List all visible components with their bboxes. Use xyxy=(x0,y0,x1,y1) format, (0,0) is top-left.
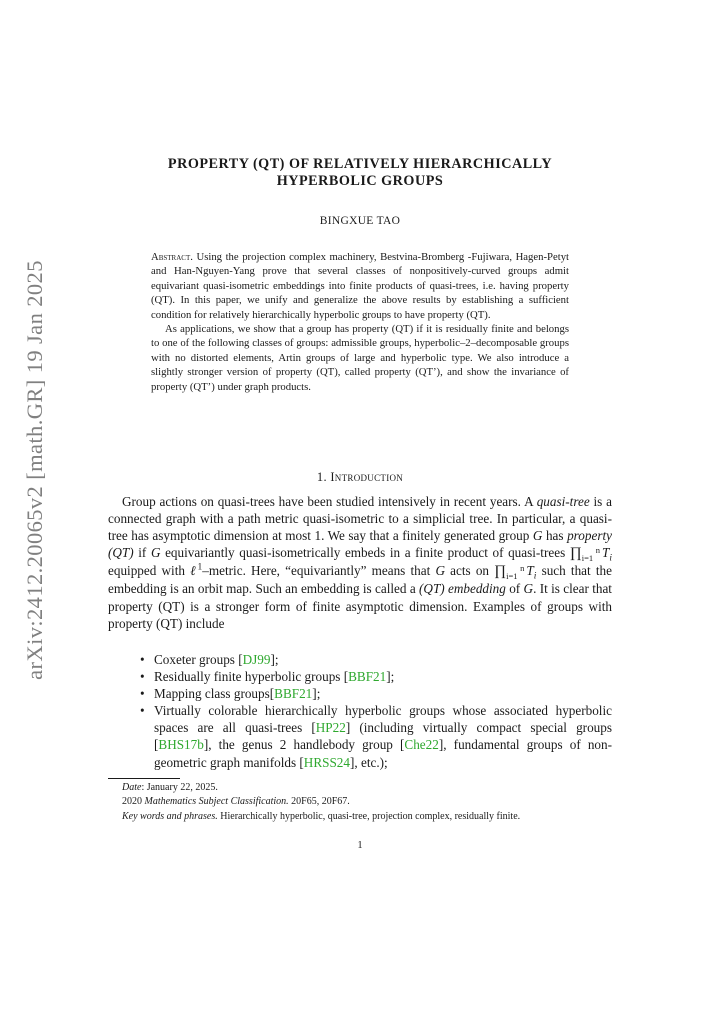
intro-text: . It is clear that property (QT) is a stronger form of finite asymptotic dimension. Examples of groups with property (QT) include xyxy=(108,581,612,631)
list-item-text: (including virtually compact special groups xyxy=(350,720,612,736)
paper-title xyxy=(110,156,610,190)
list-item: • Mapping class groups[BBF21]; xyxy=(140,685,612,702)
list-item-text: Mapping class groups xyxy=(154,686,270,702)
product-lower-limit: i=1 xyxy=(506,571,518,582)
citation-link[interactable]: Che22 xyxy=(404,737,439,753)
list-item-text: Residually finite hyperbolic groups xyxy=(154,669,344,685)
intro-text: if xyxy=(133,545,151,561)
term-quasi-tree: quasi-tree xyxy=(536,494,590,509)
footnote-label: Key words and phrases. xyxy=(122,810,218,822)
abstract-paragraph-1 xyxy=(151,250,569,322)
abstract xyxy=(151,250,569,394)
abstract-label: Abstract. xyxy=(151,251,193,263)
product-symbol: ∏ xyxy=(494,563,507,580)
section-title: Introduction xyxy=(330,470,404,484)
list-item-text: Virtually colorable hierarchically hyperbolic groups whose associated hyperbolic spaces are all quasi-trees xyxy=(154,703,612,736)
product-upper-limit: n xyxy=(520,563,525,574)
intro-text: equivariantly quasi-isometrically embeds in a finite product of quasi-trees xyxy=(160,545,570,561)
section-heading xyxy=(110,470,610,485)
list-item: • Virtually colorable hierarchically hyperbolic groups whose associated hyperbolic spaces are all quasi-trees [HP22] (including virtually compact special groups [BHS17b], the genus 2 handlebody group [Che22], fundamental groups of non-geometric graph manifolds [HRSS24], etc.); xyxy=(140,702,612,770)
list-item-text: ; xyxy=(390,669,395,685)
product-limits xyxy=(582,546,600,562)
math-symbol-G: G xyxy=(523,581,534,597)
intro-text: Group actions on quasi-trees have been studied intensively in recent years. A xyxy=(122,494,537,509)
term-property-qt: property (QT) xyxy=(108,528,612,561)
math-superscript-1: 1 xyxy=(197,562,203,573)
product-limits xyxy=(506,564,524,580)
title-line-2: HYPERBOLIC GROUPS xyxy=(276,173,444,189)
product-lower-limit: i=1 xyxy=(581,553,594,564)
math-symbol-ell: ℓ xyxy=(190,563,198,579)
math-symbol-G: G xyxy=(435,563,445,579)
arxiv-identifier-stamp: arXiv:2412.20065v2 [math.GR] 19 Jan 2025 xyxy=(22,260,47,680)
product-upper-limit: n xyxy=(595,545,601,556)
footnotes xyxy=(108,781,612,824)
author-name: BINGXUE TAO xyxy=(319,215,401,227)
examples-list xyxy=(140,651,612,771)
math-symbol-T: T xyxy=(526,563,534,579)
footnote-year: 2020 xyxy=(122,796,145,808)
intro-text: equipped with xyxy=(108,563,191,579)
list-item-text: , etc.); xyxy=(354,754,388,770)
term-qt-embedding: (QT) embedding xyxy=(419,581,506,597)
abstract-text-1: Using the projection complex machinery, Bestvina-Bromberg -Fujiwara, Hagen-Petyt and Han-Nguyen-Yang prove that several classes of nonpositively-curved groups admit equivariant quasi-isometric embeddings into finite products of quasi-trees, i.e. having property (QT). In this paper, we unify and generalize the above results by establishing a sufficient condition for relatively hierarchically hyperbolic groups to have property (QT). xyxy=(151,251,570,321)
footnote-msc xyxy=(108,795,612,809)
math-symbol-G: G xyxy=(532,528,543,544)
list-item-text: , fundamental groups of non-geometric graph manifolds xyxy=(154,737,612,770)
introduction-body xyxy=(108,493,612,632)
footnote-divider xyxy=(108,778,180,779)
intro-text: such that the embedding is an orbit map. Such an embedding is called a xyxy=(108,563,612,597)
list-item-text: ; xyxy=(316,686,321,702)
footnote-date xyxy=(108,781,612,795)
footnote-label: Mathematics Subject Classification. xyxy=(144,796,289,808)
product-symbol: ∏ xyxy=(569,545,582,562)
citation-link[interactable]: HP22 xyxy=(315,720,346,736)
page-number: 1 xyxy=(357,840,363,851)
intro-text: acts on xyxy=(444,563,495,579)
intro-text: has xyxy=(542,528,568,544)
intro-text: –metric. Here, “equivariantly” means that xyxy=(202,563,436,579)
citation-link[interactable]: BBF21 xyxy=(274,686,313,702)
math-symbol-T: T xyxy=(602,545,610,561)
intro-paragraph xyxy=(108,493,612,632)
citation-link[interactable]: HRSS24 xyxy=(303,754,350,770)
intro-text: of xyxy=(505,581,524,597)
math-symbol-G: G xyxy=(150,545,161,561)
math-subscript-i: i xyxy=(533,572,537,583)
list-item-text: Coxeter groups xyxy=(154,652,239,667)
list-item-text: ; xyxy=(274,652,279,667)
section-number: 1. xyxy=(316,470,327,484)
footnote-value: : January 22, 2025. xyxy=(141,782,218,793)
title-line-1: PROPERTY (QT) OF RELATIVELY HIERARCHICALLY xyxy=(167,156,553,172)
footnote-value: 20F65, 20F67. xyxy=(288,796,350,808)
citation-link[interactable]: BBF21 xyxy=(348,669,387,685)
math-subscript-i: i xyxy=(609,553,612,564)
footnote-value: Hierarchically hyperbolic, quasi-tree, projection complex, residually finite. xyxy=(217,810,521,822)
list-item: • Residually finite hyperbolic groups [BBF21]; xyxy=(140,668,612,685)
citation-link[interactable]: BHS17b xyxy=(158,737,204,753)
intro-text: is a connected graph with a path metric quasi-isometric to a simplicial tree. In particular, a quasi-tree has asymptotic dimension at most 1. We say that a finitely generated group xyxy=(108,494,612,544)
list-item-text: , the genus 2 handlebody group xyxy=(208,737,401,753)
footnote-label: Date xyxy=(122,782,142,793)
footnote-keywords xyxy=(108,810,612,824)
abstract-paragraph-2: As applications, we show that a group has property (QT) if it is residually finite and belongs to one of the following classes of groups: admissible groups, hyperbolic–2–decomposable groups with no distorted elements, Artin groups of large and hyperbolic type. We also introduce a slightly stronger version of property (QT), called property (QT’), and show the invariance of property (QT’) under graph products. xyxy=(151,323,569,393)
citation-link[interactable]: DJ99 xyxy=(242,652,271,667)
list-item: • Coxeter groups [DJ99]; xyxy=(140,651,612,668)
